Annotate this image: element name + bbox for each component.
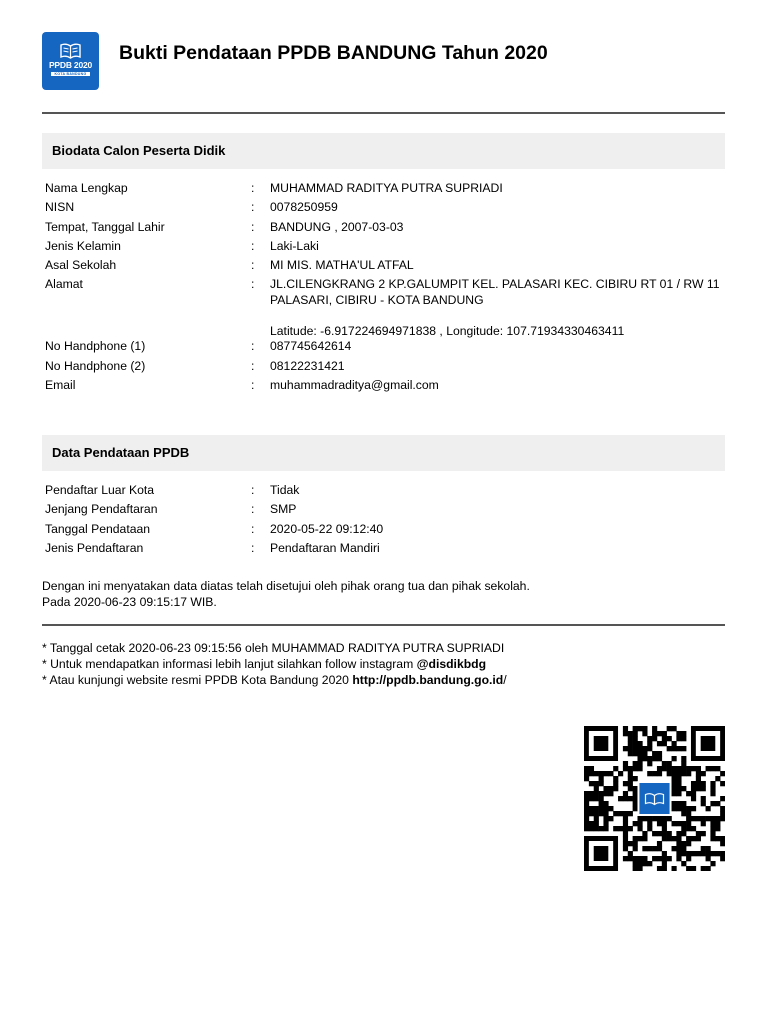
field-separator: : (251, 219, 255, 234)
table-row (45, 277, 725, 339)
field-value: JL.CILENGKRANG 2 KP.GALUMPIT KEL. PALASARI KEC. CIBIRU RT 01 / RW 11 PALASARI, CIBIRU - KOTA BANDUNG Latitude: -6.917224694971838 , Longitude: 107.71934330463411 (270, 277, 720, 338)
document-header (42, 32, 725, 92)
website-note-text: * Atau kunjungi website resmi PPDB Kota Bandung 2020 (42, 673, 353, 687)
field-value: Laki-Laki (270, 238, 319, 253)
pendataan-table (45, 483, 725, 560)
field-separator: : (251, 277, 255, 292)
field-value: MI MIS. MATHA'UL ATFAL (270, 258, 414, 273)
field-label: Pendaftar Luar Kota (45, 483, 155, 497)
logo-subtext: KOTA BANDUNG (51, 72, 90, 76)
field-value: MUHAMMAD RADITYA PUTRA SUPRIADI (270, 181, 503, 195)
qr-code (584, 726, 725, 871)
field-label: No Handphone (2) (45, 358, 146, 373)
field-value: Tidak (270, 483, 300, 497)
field-separator: : (251, 258, 255, 273)
table-row (45, 359, 725, 378)
footer-notes (42, 640, 507, 688)
table-row (45, 258, 725, 277)
field-value: muhammadraditya@gmail.com (270, 378, 439, 393)
website-note (42, 672, 507, 688)
field-value: BANDUNG , 2007-03-03 (270, 219, 404, 234)
instagram-handle: @disdikbdg (416, 657, 487, 671)
biodata-table (45, 181, 725, 397)
field-separator: : (251, 502, 255, 517)
approval-statement (42, 578, 530, 610)
instagram-note-text: * Untuk mendapatkan informasi lebih lanjut silahkan follow instagram (42, 657, 417, 671)
website-link: http://ppdb.bandung.go.id (352, 673, 504, 687)
field-separator: : (251, 540, 255, 555)
field-separator: : (251, 521, 255, 536)
table-row (45, 220, 725, 239)
field-value: 0078250959 (270, 200, 338, 215)
statement-line: Dengan ini menyatakan data diatas telah disetujui oleh pihak orang tua dan pihak sekolah. (42, 579, 530, 593)
table-row (45, 239, 725, 258)
table-row (45, 483, 725, 502)
open-book-icon (60, 43, 81, 59)
field-value: 08122231421 (270, 358, 345, 373)
field-label: NISN (45, 200, 75, 215)
field-label: Nama Lengkap (45, 181, 128, 195)
field-separator: : (251, 181, 255, 195)
field-separator: : (251, 238, 255, 253)
field-label: Jenis Kelamin (45, 238, 121, 253)
page-title: Bukti Pendataan PPDB BANDUNG Tahun 2020 (119, 42, 548, 64)
field-value: 2020-05-22 09:12:40 (270, 521, 384, 536)
biodata-section-heading: Biodata Calon Peserta Didik (42, 133, 725, 169)
table-row (45, 522, 725, 541)
pendataan-section-heading: Data Pendataan PPDB (42, 435, 725, 471)
table-row (45, 200, 725, 219)
field-value: SMP (270, 502, 297, 517)
table-row (45, 502, 725, 521)
table-row (45, 181, 725, 200)
field-label: Asal Sekolah (45, 258, 117, 273)
field-value: Pendaftaran Mandiri (270, 540, 380, 555)
field-label: Tempat, Tanggal Lahir (45, 219, 165, 234)
field-value: 087745642614 (270, 339, 352, 354)
field-label: Alamat (45, 277, 83, 292)
field-label: Email (45, 378, 76, 393)
website-link-suffix: / (503, 673, 507, 687)
instagram-note (42, 656, 507, 672)
field-separator: : (251, 200, 255, 215)
header-divider (42, 112, 725, 114)
table-row (45, 378, 725, 397)
field-label: Jenjang Pendaftaran (45, 502, 158, 517)
table-row (45, 541, 725, 560)
field-separator: : (251, 358, 255, 373)
field-separator: : (251, 339, 255, 354)
field-label: No Handphone (1) (45, 339, 146, 354)
field-label: Jenis Pendaftaran (45, 540, 144, 555)
field-separator: : (251, 378, 255, 393)
logo-text: PPDB 2020 (48, 60, 93, 70)
ppdb-logo (42, 32, 99, 90)
print-note: * Tanggal cetak 2020-06-23 09:15:56 oleh MUHAMMAD RADITYA PUTRA SUPRIADI (42, 641, 505, 655)
table-row (45, 339, 725, 358)
field-separator: : (251, 483, 255, 497)
field-label: Tanggal Pendataan (45, 521, 151, 536)
statement-date: Pada 2020-06-23 09:15:17 WIB. (42, 595, 217, 609)
footer-divider (42, 624, 725, 626)
